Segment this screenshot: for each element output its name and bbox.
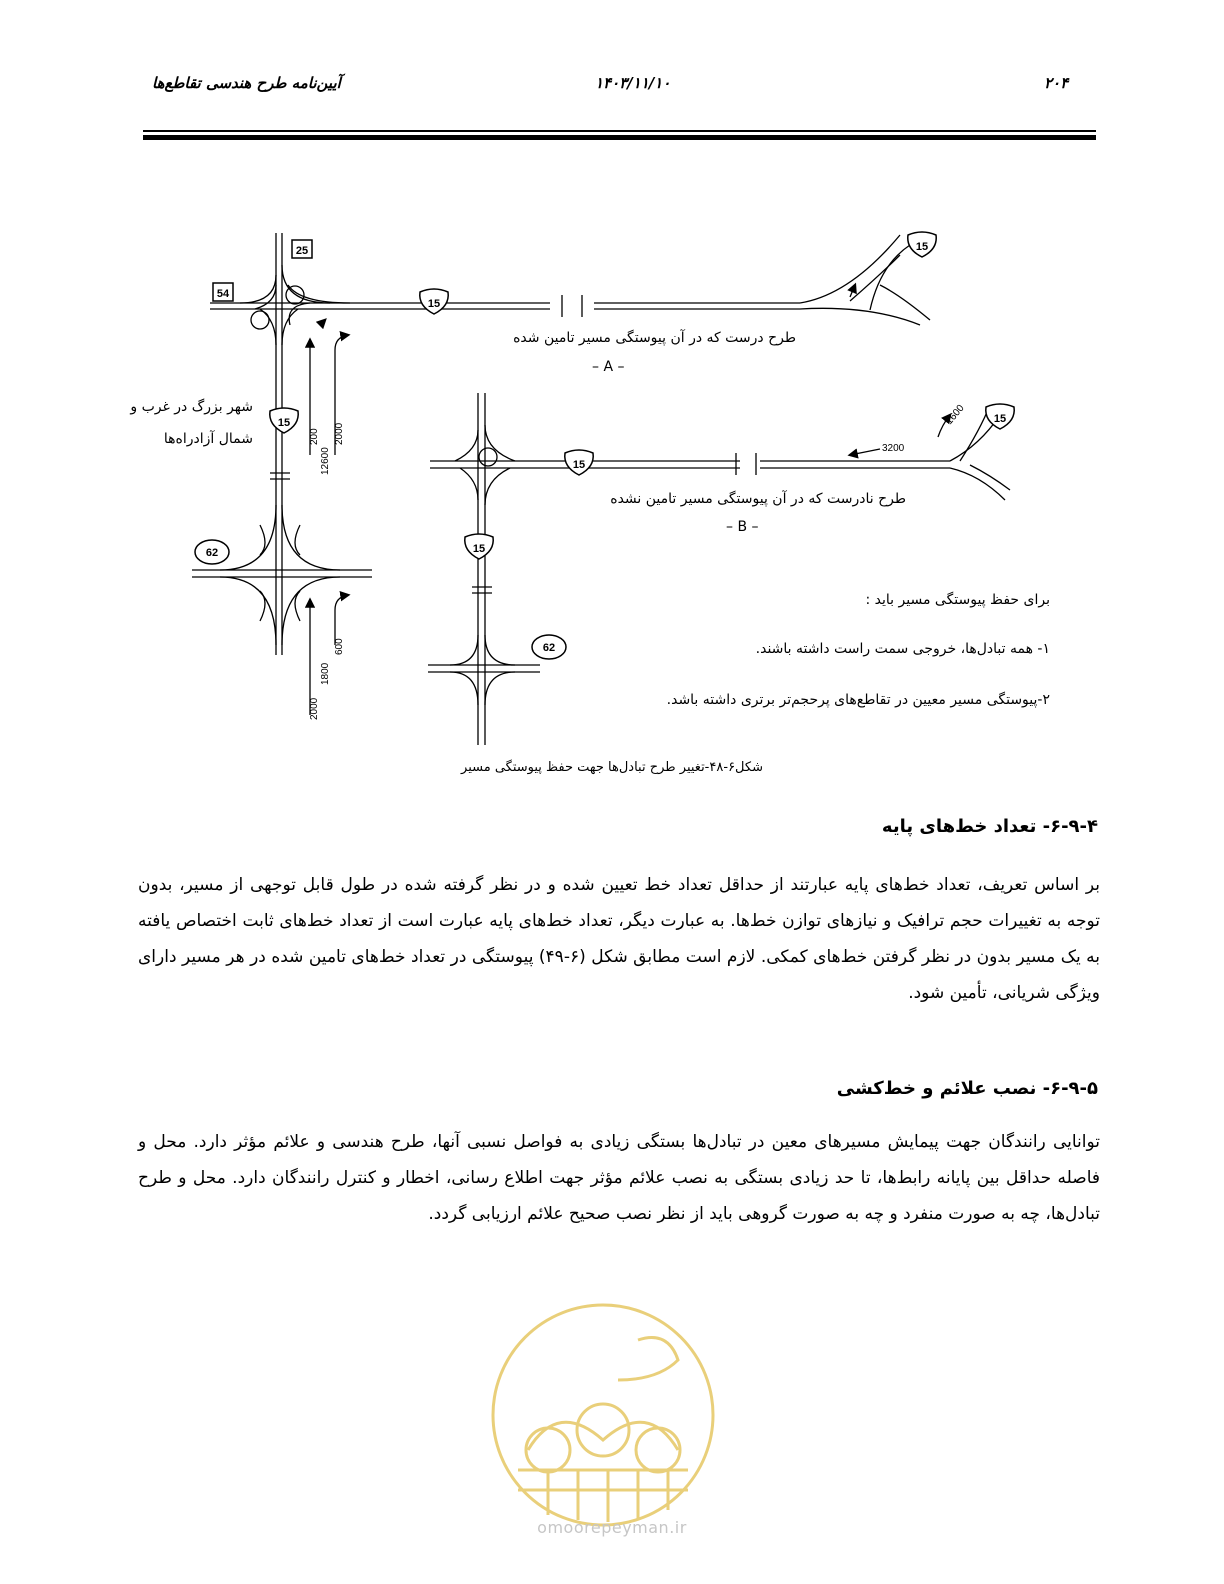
note-2: ۲-پیوستگی مسیر معیین در تقاطع‌های پرحجم‌تر برتری داشته باشد. [666,692,1050,708]
design-b-label: طرح نادرست که در آن پیوستگی مسیر تامین نشده [610,491,906,507]
interstate-shield-15-b: 15 [915,241,929,253]
section-heading-base-lanes: ۶-۹-۴- تعداد خط‌های پایه [881,816,1098,837]
volume-12600: 12600 [320,447,331,475]
figure-caption: شکل۶-۴۸-تغییر طرح تبادل‌ها جهت حفظ پیوستگی مسیر [461,760,763,775]
design-a-letter: – A – [592,359,625,375]
header-rule-thick [143,135,1096,140]
notes-title: برای حفظ پیوستگی مسیر باید : [865,592,1050,608]
big-city-label: شهر بزرگ در غرب و [130,399,253,415]
header-rule-thin [143,130,1096,132]
design-b-letter: – B – [726,519,759,535]
interstate-shield-15-f: 15 [472,543,486,555]
route-shield-62-a: 62 [205,547,219,559]
volume-2000-top: 2000 [334,422,345,445]
header-date: ۱۴۰۳/۱۱/۱۰ [595,74,671,92]
section-paragraph-signs-marking: توانایی رانندگان جهت پیمایش مسیرهای معین در تبادل‌ها بستگی زیادی به فواصل نسبی آنها، طرح هندسی و علائم مؤثر دارد. محل و فاصله حداقل بین پایانه رابط‌ها، تا حد زیادی بستگی به نصب علائم مؤثر جهت اطلاع رسانی، اخطار و کنترل رانندگان دارد. محل و طرح تبادل‌ها، چه به صورت منفرد و چه به صورت گروهی باید از نظر نصب صحیح علائم ارزیابی گردد. [138,1132,1100,1224]
interchange-figure [110,225,1110,745]
interstate-shield-15-a: 15 [427,298,441,310]
volume-1600: 1600 [943,402,967,427]
document-title: آیین‌نامه طرح هندسی تقاطع‌ها [152,74,341,92]
volume-3200: 3200 [882,443,905,454]
page-number: ۲۰۴ [1044,74,1069,92]
volume-2000-bottom: 2000 [309,697,320,720]
volume-600: 600 [334,638,345,655]
volume-1800: 1800 [320,662,331,685]
interstate-shield-15-c: 15 [277,417,291,429]
section-paragraph-base-lanes: بر اساس تعریف، تعداد خط‌های پایه عبارتند از حداقل تعداد خط تعیین شده و در نظر گرفته شده در طول قابل توجهی از مسیر، بدون توجه به تغییرات حجم ترافیک و نیازهای توازن خط‌ها. به عبارت دیگر، تعداد خط‌های پایه عبارت است از تعداد خط‌های ثابت اختصاص یافته به یک مسیر بدون در نظر گرفتن خط‌های کمکی. لازم است مطابق شکل (۶-۴۹) پیوستگی در تعداد خط‌های تامین شده در هر مسیر دارای ویژگی شریانی، تأمین شود. [138,875,1100,1003]
watermark-logo [488,1300,718,1530]
note-1: ۱- همه تبادل‌ها، خروجی سمت راست داشته باشند. [755,641,1050,657]
section-heading-signs-marking: ۶-۹-۵- نصب علائم و خط‌کشی [836,1078,1098,1099]
watermark-url: omoorepeyman.ir [537,1518,687,1537]
interstate-shield-15-d: 15 [572,459,586,471]
route-shield-62-b: 62 [542,642,556,654]
volume-200: 200 [309,428,320,445]
interstate-shield-15-e: 15 [993,413,1007,425]
route-shield-25: 25 [295,245,309,257]
interchange-diagram [110,225,1110,745]
route-shield-54: 54 [216,288,230,300]
design-a-label: طرح درست که در آن پیوستگی مسیر تامین شده [513,330,796,346]
big-city-label-2: شمال آزادراه‌ها [163,431,253,447]
